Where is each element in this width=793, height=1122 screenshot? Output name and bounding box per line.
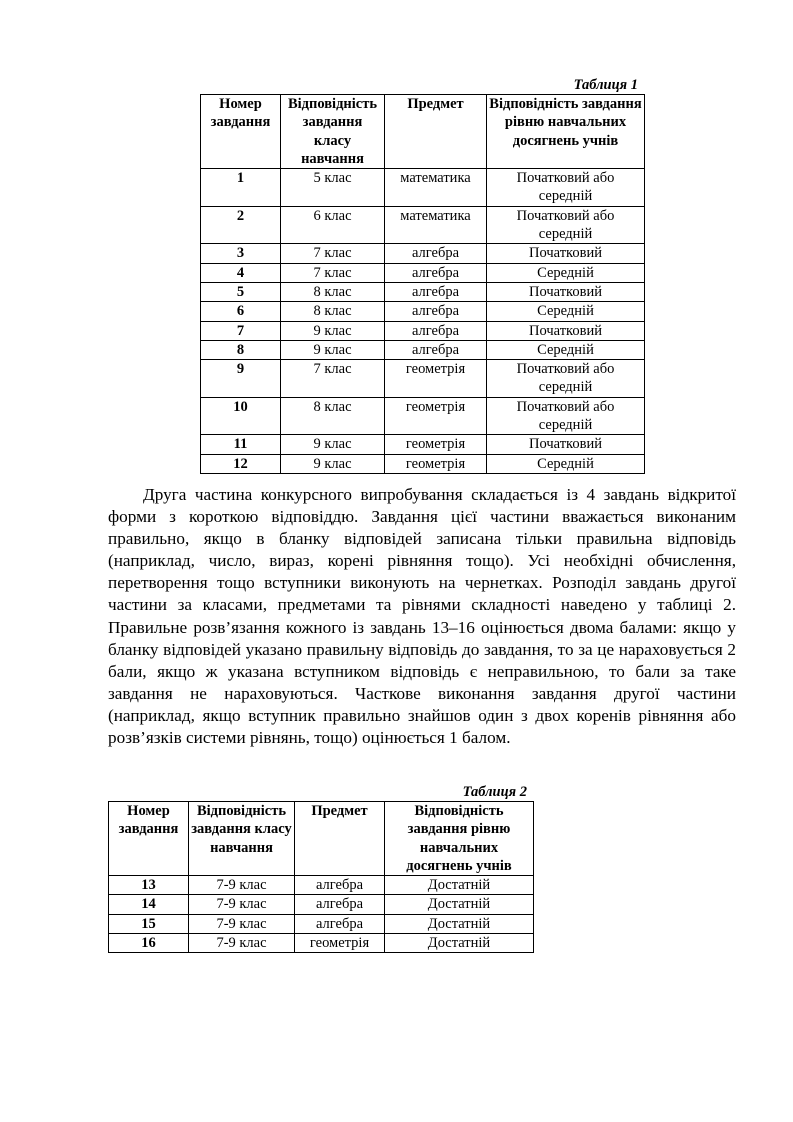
table-cell: Достатній — [385, 914, 534, 933]
table-cell: Початковий — [487, 244, 645, 263]
task-number-cell: 12 — [201, 454, 281, 473]
table-cell: 9 клас — [281, 435, 385, 454]
task-number-cell: 6 — [201, 302, 281, 321]
table-cell: 7 клас — [281, 263, 385, 282]
table-cell: алгебра — [385, 282, 487, 301]
table-cell: алгебра — [295, 895, 385, 914]
task-number-cell: 2 — [201, 206, 281, 244]
table-cell: 7 клас — [281, 360, 385, 398]
table1-header-cell: Номер завдання — [201, 95, 281, 169]
task-number-cell: 4 — [201, 263, 281, 282]
table-cell: Початковий або середній — [487, 397, 645, 435]
table2-header-cell: Номер завдання — [109, 802, 189, 876]
table2-body — [109, 876, 534, 953]
task-number-cell: 7 — [201, 321, 281, 340]
table-cell: 8 клас — [281, 302, 385, 321]
table-cell: алгебра — [385, 340, 487, 359]
table-row — [201, 321, 645, 340]
table2 — [108, 801, 534, 953]
table1-header — [201, 95, 645, 169]
table-cell: геометрія — [385, 454, 487, 473]
table-cell: алгебра — [295, 876, 385, 895]
table-row — [109, 895, 534, 914]
table-cell: Початковий — [487, 435, 645, 454]
table-cell: Початковий або середній — [487, 169, 645, 207]
table-cell: Достатній — [385, 895, 534, 914]
table2-header-cell: Відповідність завдання класу навчання — [189, 802, 295, 876]
table-row — [201, 244, 645, 263]
table-cell: алгебра — [385, 244, 487, 263]
task-number-cell: 1 — [201, 169, 281, 207]
table1-header-cell: Предмет — [385, 95, 487, 169]
table-cell: Початковий — [487, 282, 645, 301]
table-cell: Початковий — [487, 321, 645, 340]
table-cell: 6 клас — [281, 206, 385, 244]
table-row — [201, 169, 645, 207]
table2-header-row — [109, 802, 534, 876]
body-paragraph: Друга частина конкурсного випробування складається із 4 завдань відкритої форми з короткою відповіддю. Завдання цієї частини вважається виконаним правильно, якщо в бланку відповідей записана тільки правильна відповідь (наприклад, число, вираз, корені рівняння тощо). Усі необхідні обчислення, перетворення тощо вступники виконують на чернетках. Розподіл завдань другої частини за класами, предметами та рівнями складності наведено у таблиці 2. Правильне розв’язання кожного із завдань 13–16 оцінюється двома балами: якщо у бланку відповідей указано правильну відповідь до завдання, то за це нараховується 2 бали, якщо ж указана вступником відповідь є неправильною, то бали за таке завдання не нараховуються. Часткове виконання завдання другої частини (наприклад, якщо вступник правильно знайшов один з двох коренів рівняння або розв’язків системи рівнянь, тощо) оцінюється 1 балом. — [108, 485, 736, 748]
table-cell: 9 клас — [281, 340, 385, 359]
task-number-cell: 3 — [201, 244, 281, 263]
task-number-cell: 9 — [201, 360, 281, 398]
table1-body — [201, 169, 645, 474]
table-row — [201, 397, 645, 435]
task-number-cell: 11 — [201, 435, 281, 454]
table-cell: Середній — [487, 263, 645, 282]
table-cell: 9 клас — [281, 454, 385, 473]
table1-header-cell: Відповідність завдання класу навчання — [281, 95, 385, 169]
table-cell: 7-9 клас — [189, 876, 295, 895]
table2-header-cell: Предмет — [295, 802, 385, 876]
table1 — [200, 94, 645, 474]
task-number-cell: 10 — [201, 397, 281, 435]
table-cell: геометрія — [385, 397, 487, 435]
table-cell: алгебра — [385, 321, 487, 340]
table-cell: математика — [385, 206, 487, 244]
table-cell: Достатній — [385, 934, 534, 953]
task-number-cell: 14 — [109, 895, 189, 914]
table-row — [201, 302, 645, 321]
task-number-cell: 15 — [109, 914, 189, 933]
table-cell: Початковий або середній — [487, 360, 645, 398]
table1-header-row — [201, 95, 645, 169]
table-cell: Середній — [487, 340, 645, 359]
table-row — [109, 876, 534, 895]
table-cell: 7-9 клас — [189, 914, 295, 933]
table-row — [109, 914, 534, 933]
table2-header — [109, 802, 534, 876]
table1-header-cell: Відповідність завдання рівню навчальних досягнень учнів — [487, 95, 645, 169]
table-cell: 5 клас — [281, 169, 385, 207]
table-cell: Середній — [487, 302, 645, 321]
table-cell: геометрія — [385, 435, 487, 454]
table-cell: математика — [385, 169, 487, 207]
table-cell: 9 клас — [281, 321, 385, 340]
task-number-cell: 13 — [109, 876, 189, 895]
table-cell: Середній — [487, 454, 645, 473]
table-row — [201, 435, 645, 454]
table-cell: 7-9 клас — [189, 934, 295, 953]
table-cell: алгебра — [295, 914, 385, 933]
table-cell: 7-9 клас — [189, 895, 295, 914]
table1-caption: Таблиця 1 — [573, 77, 638, 93]
task-number-cell: 8 — [201, 340, 281, 359]
table-row — [201, 282, 645, 301]
table-cell: Початковий або середній — [487, 206, 645, 244]
table-row — [201, 454, 645, 473]
table-row — [201, 360, 645, 398]
table-row — [109, 934, 534, 953]
table-cell: Достатній — [385, 876, 534, 895]
table-cell: 8 клас — [281, 397, 385, 435]
table-row — [201, 263, 645, 282]
table-cell: геометрія — [385, 360, 487, 398]
table-cell: геометрія — [295, 934, 385, 953]
table-cell: 7 клас — [281, 244, 385, 263]
table-cell: алгебра — [385, 263, 487, 282]
task-number-cell: 5 — [201, 282, 281, 301]
task-number-cell: 16 — [109, 934, 189, 953]
table2-caption: Таблиця 2 — [462, 784, 527, 800]
table-row — [201, 206, 645, 244]
table-cell: 8 клас — [281, 282, 385, 301]
table-row — [201, 340, 645, 359]
table-cell: алгебра — [385, 302, 487, 321]
table2-header-cell: Відповідність завдання рівню навчальних досягнень учнів — [385, 802, 534, 876]
